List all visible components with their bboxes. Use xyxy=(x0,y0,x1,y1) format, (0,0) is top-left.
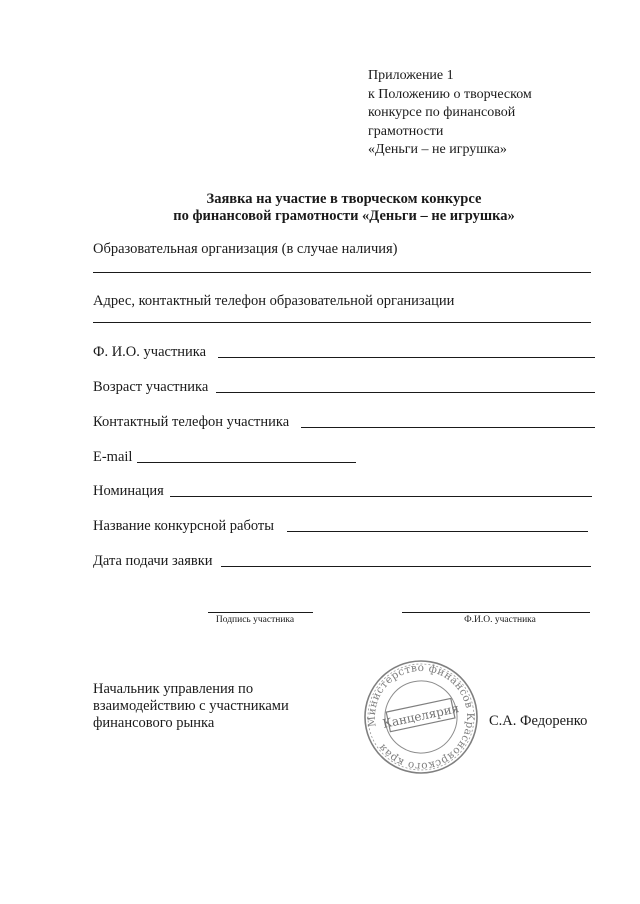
document-title-line-2: по финансовой грамотности «Деньги – не игрушка» xyxy=(173,208,515,224)
email-label: E-mail xyxy=(93,449,133,465)
signatory-position-line: взаимодействию с участниками xyxy=(93,698,289,714)
work-title-label: Название конкурсной работы xyxy=(93,518,274,534)
nomination-label: Номинация xyxy=(93,483,164,499)
phone-label: Контактный телефон участника xyxy=(93,414,290,430)
address-label: Адрес, контактный телефон образовательной организации xyxy=(93,293,455,309)
stamp-center-text: Канцелярия xyxy=(381,701,461,731)
date-field[interactable] xyxy=(221,566,591,567)
name-label: Ф. И.О. участника xyxy=(93,344,207,360)
age-label: Возраст участника xyxy=(93,379,209,395)
participant-name-line[interactable] xyxy=(402,612,590,613)
org-field[interactable] xyxy=(93,272,591,273)
signatory-position-line: Начальник управления по xyxy=(93,681,254,697)
appendix-line: грамотности xyxy=(368,123,444,139)
nomination-field[interactable] xyxy=(170,496,592,497)
signatory-name: С.А. Федоренко xyxy=(489,713,588,729)
age-field[interactable] xyxy=(216,392,595,393)
date-label: Дата подачи заявки xyxy=(93,553,213,569)
org-label: Образовательная организация (в случае наличия) xyxy=(93,241,398,257)
appendix-note xyxy=(368,67,532,160)
address-field[interactable] xyxy=(93,322,591,323)
appendix-line: к Положению о творческом xyxy=(368,86,532,102)
email-field[interactable] xyxy=(137,462,356,463)
appendix-line: конкурсе по финансовой xyxy=(368,105,516,120)
signature-caption: Подпись участника xyxy=(215,615,295,625)
official-stamp xyxy=(356,657,486,777)
name-field[interactable] xyxy=(218,357,595,358)
document-title-line-1: Заявка на участие в творческом конкурсе xyxy=(206,191,482,207)
phone-field[interactable] xyxy=(301,427,595,428)
appendix-line: Приложение 1 xyxy=(368,68,454,83)
signature-line[interactable] xyxy=(208,612,313,613)
participant-name-caption: Ф.И.О. участника xyxy=(464,615,536,625)
stamp-ring-text: Министерство финансов Красноярского края xyxy=(365,661,477,773)
signatory-position-line: финансового рынка xyxy=(93,715,215,731)
stamp-seal-icon xyxy=(356,657,486,777)
appendix-line: «Деньги – не игрушка» xyxy=(368,142,507,157)
work-title-field[interactable] xyxy=(287,531,588,532)
